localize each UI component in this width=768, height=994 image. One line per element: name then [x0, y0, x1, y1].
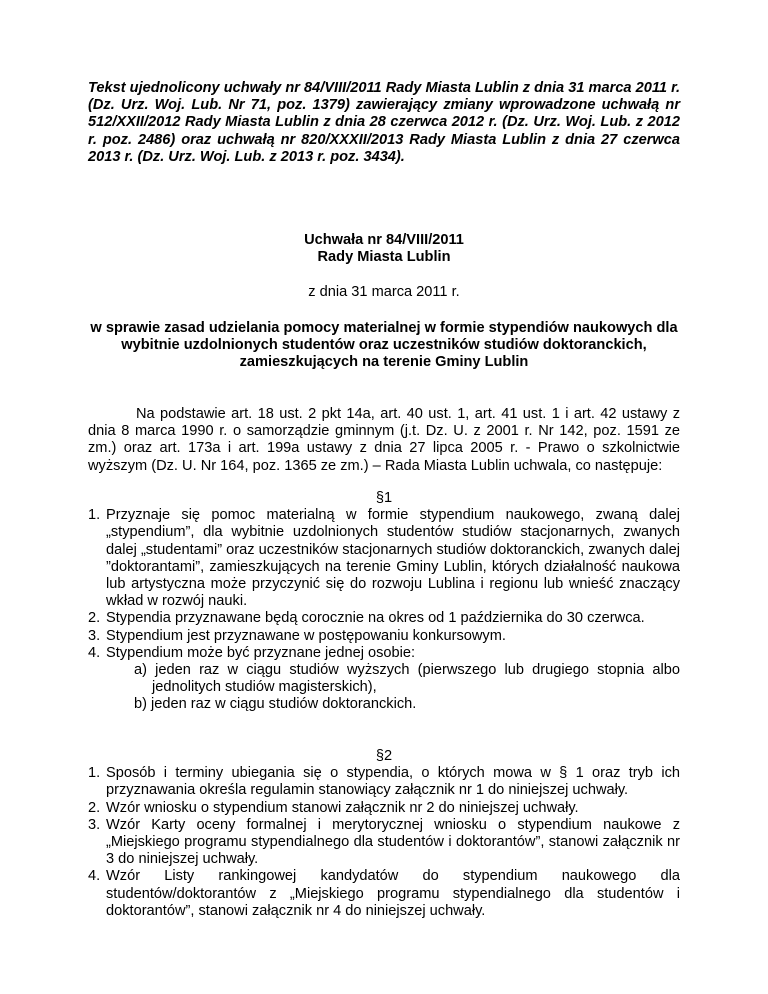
item-number: 3.	[88, 816, 101, 833]
section-2-list	[88, 765, 680, 920]
list-item	[88, 800, 680, 817]
resolution-subject: w sprawie zasad udzielania pomocy materialnej w formie stypendiów naukowych dla wybitnie uzdolnionych studentów oraz uczestników studiów doktoranckich, zamieszkujących na terenie Gminy Lublin	[90, 320, 678, 371]
list-item	[88, 645, 680, 714]
preamble: Na podstawie art. 18 ust. 2 pkt 14a, art. 40 ust. 1, art. 41 ust. 1 i art. 42 ustawy z dnia 8 marca 1990 r. o samorządzie gminnym (j.t. Dz. U. z 2001 r. Nr 142, poz. 1591 ze zm.) oraz art. 173a i art. 199a ustawy z dnia 27 lipca 2005 r. - Prawo o szkolnictwie wyższym (Dz. U. Nr 164, poz. 1365 ze zm.) – Rada Miasta Lublin uchwala, co następuje:	[88, 406, 680, 474]
list-item	[88, 628, 680, 645]
section-1-mark: §1	[375, 490, 393, 506]
list-item	[88, 765, 680, 799]
list-item	[88, 817, 680, 869]
item-number: 4.	[88, 868, 101, 885]
list-item	[88, 507, 680, 610]
item-number: 1.	[88, 507, 101, 524]
item-text: Wzór Listy rankingowej kandydatów do stypendium naukowego dla studentów/doktorantów z „Miejskiego programu stypendialnego dla studentów i doktorantów”, stanowi załącznik nr 4 do niniejszej uchwały.	[106, 868, 680, 919]
item-text: Sposób i terminy ubiegania się o stypendia, o których mowa w § 1 oraz tryb ich przyznawania określa regulamin stanowiący załącznik nr 1 do niniejszej uchwały.	[106, 765, 680, 799]
section-2	[88, 748, 680, 920]
item-text: Stypendium może być przyznane jednej osobie:	[106, 644, 416, 661]
item-number: 3.	[88, 627, 101, 644]
section-1-list	[88, 507, 680, 713]
sub-list-item: b) jeden raz w ciągu studiów doktoranckich.	[134, 696, 417, 713]
item-number: 2.	[88, 799, 101, 816]
item-text: Wzór Karty oceny formalnej i merytorycznej wniosku o stypendium naukowe z „Miejskiego programu stypendialnego dla studentów i doktorantów”, stanowi załącznik nr 3 do niniejszej uchwały.	[106, 816, 680, 868]
item-text: Stypendia przyznawane będą corocznie na okres od 1 października do 30 czerwca.	[106, 610, 645, 627]
item-number: 2.	[88, 610, 101, 627]
resolution-date: z dnia 31 marca 2011 r.	[308, 284, 460, 300]
item-text: Przyznaje się pomoc materialną w formie stypendium naukowego, zwaną dalej „stypendium”, dla wybitnie uzdolnionych studentów studiów stacjonarnych, zwanych dalej „studentami” oraz uczestników stacjonarnych studiów doktoranckich, zwanych dalej ”doktorantami”, zamieszkujących na terenie Gminy Lublin, których działalność naukowa lub artystyczna może przyczynić się do rozwoju Lublina i regionu lub wnieść znaczący wkład w rozwój nauki.	[106, 507, 680, 610]
sub-list-item: a) jeden raz w ciągu studiów wyższych (pierwszego lub drugiego stopnia albo jednolitych studiów magisterskich),	[134, 662, 680, 696]
resolution-title	[88, 232, 680, 266]
item-number: 1.	[88, 765, 101, 782]
issuing-body: Rady Miasta Lublin	[317, 249, 451, 266]
section-2-mark: §2	[375, 748, 393, 764]
section-1	[88, 490, 680, 714]
item-text: Stypendium jest przyznawane w postępowaniu konkursowym.	[106, 627, 506, 644]
item-number: 4.	[88, 644, 101, 661]
list-item	[88, 610, 680, 627]
item-text: Wzór wniosku o stypendium stanowi załącznik nr 2 do niniejszej uchwały.	[106, 799, 579, 816]
resolution-number: Uchwała nr 84/VIII/2011	[304, 232, 464, 248]
list-item	[88, 868, 680, 920]
sub-list	[106, 662, 680, 714]
consolidated-text-note: Tekst ujednolicony uchwały nr 84/VIII/2011 Rady Miasta Lublin z dnia 31 marca 2011 r. (Dz. Urz. Woj. Lub. Nr 71, poz. 1379) zawierający zmiany wprowadzone uchwałą nr 512/XXII/2012 Rady Miasta Lublin z dnia 28 czerwca 2012 r. (Dz. Urz. Woj. Lub. z 2012 r. poz. 2486) oraz uchwałą nr 820/XXXII/2013 Rady Miasta Lublin z dnia 27 czerwca 2013 r. (Dz. Urz. Woj. Lub. z 2013 r. poz. 3434).	[88, 80, 680, 165]
